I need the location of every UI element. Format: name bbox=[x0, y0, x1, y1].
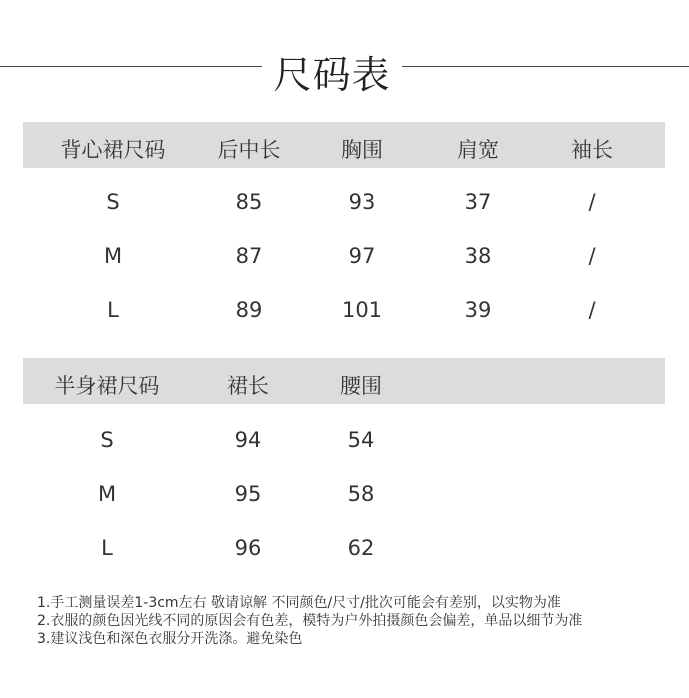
title-divider-left bbox=[0, 66, 262, 67]
page-title: 尺码表 bbox=[273, 53, 391, 97]
row-value: 101 bbox=[341, 298, 383, 322]
row-value: 37 bbox=[464, 190, 492, 214]
row-value: 93 bbox=[348, 190, 376, 214]
header-bust: 胸围 bbox=[341, 138, 383, 162]
header-sleeve: 袖长 bbox=[571, 138, 613, 162]
row-value: 38 bbox=[464, 244, 492, 268]
row-size: L bbox=[107, 298, 119, 322]
header-waist: 腰围 bbox=[340, 374, 382, 398]
header-shoulder: 肩宽 bbox=[457, 138, 499, 162]
row-value: 95 bbox=[234, 482, 262, 506]
row-value: 85 bbox=[235, 190, 263, 214]
row-size: M bbox=[97, 482, 117, 506]
row-size: S bbox=[100, 428, 114, 452]
title-section bbox=[0, 38, 689, 98]
row-value: 97 bbox=[348, 244, 376, 268]
row-value: / bbox=[588, 190, 596, 214]
table-header bbox=[23, 122, 665, 168]
note-line: 1.手工测量误差1-3cm左右 敬请谅解 不同颜色/尺寸/批次可能会有差别，以实物为准 bbox=[37, 595, 561, 611]
row-value: 54 bbox=[347, 428, 375, 452]
header-skirt-length: 裙长 bbox=[227, 374, 269, 398]
header-size: 半身裙尺码 bbox=[54, 374, 160, 398]
row-value: 62 bbox=[347, 536, 375, 560]
row-value: 58 bbox=[347, 482, 375, 506]
row-size: S bbox=[106, 190, 120, 214]
row-value: 94 bbox=[234, 428, 262, 452]
vest-dress-size-table bbox=[23, 122, 665, 342]
row-value: 39 bbox=[464, 298, 492, 322]
row-size: L bbox=[101, 536, 113, 560]
table-header bbox=[23, 358, 665, 404]
note-line: 3.建议浅色和深色衣服分开洗涤。避免染色 bbox=[37, 631, 303, 647]
care-notes bbox=[37, 594, 582, 648]
header-back-length: 后中长 bbox=[217, 138, 281, 162]
header-size: 背心裙尺码 bbox=[60, 138, 166, 162]
row-value: / bbox=[588, 244, 596, 268]
skirt-size-table bbox=[23, 358, 665, 578]
row-value: 87 bbox=[235, 244, 263, 268]
row-value: 96 bbox=[234, 536, 262, 560]
row-value: 89 bbox=[235, 298, 263, 322]
title-divider-right bbox=[402, 66, 689, 67]
row-value: / bbox=[588, 298, 596, 322]
note-line: 2.衣服的颜色因光线不同的原因会有色差，模特为户外拍摄颜色会偏差，单品以细节为准 bbox=[37, 613, 583, 629]
row-size: M bbox=[103, 244, 123, 268]
